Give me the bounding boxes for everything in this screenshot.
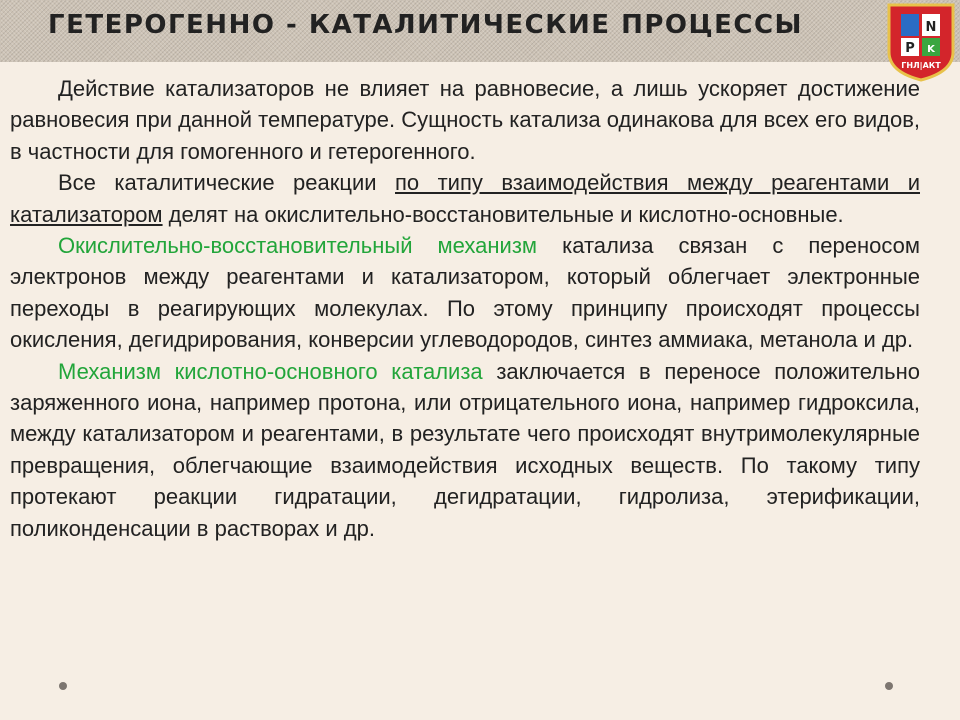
paragraph-classification — [10, 167, 920, 230]
logo-caption: ГНЛ|АКТ — [901, 61, 941, 70]
paragraph-equilibrium — [10, 73, 920, 167]
paragraph-acid-base-text: заключается в переносе положительно заряженного иона, например протона, или отрицательного иона, например гидроксила, между катализатором и реагентами, в результате чего происходят внутримолекулярные превращения, облегчающие взаимодействия исходных веществ. По такому типу протекают реакции гидратации, дегидратации, гидролиза, этерификации, поликонденсации в растворах и др. — [10, 358, 920, 541]
logo-letter-k: K — [927, 44, 935, 55]
body-text — [10, 73, 920, 544]
decorative-dot-left — [59, 682, 67, 690]
paragraph-redox — [10, 230, 920, 356]
paragraph-redox-text: катализа связан с переносом электронов между реагентами и катализатором, который облегчает электронные переходы в реагирующих молекулах. По этому принципу происходят процессы окисления, дегидрирования, конверсии углеводородов, синтез аммиака, метанола и др. — [10, 233, 921, 353]
acid-base-term: Механизм кислотно-основного катализа — [58, 358, 483, 384]
paragraph-acid-base — [10, 356, 920, 544]
redox-term: Окислительно-восстановительный механизм — [58, 233, 538, 259]
decorative-dot-right — [885, 682, 893, 690]
shield-logo-icon — [886, 2, 956, 82]
header-bar — [0, 0, 960, 62]
underlined-phrase: по типу взаимодействия между реагентами и катализатором — [10, 170, 920, 227]
logo-letter-n: N — [925, 20, 937, 35]
paragraph-classification-post: делят на окислительно-восстановительные и кислотно-основные. — [162, 201, 844, 227]
paragraph-equilibrium-text: Действие катализаторов не влияет на равновесие, а лишь ускоряет достижение равновесия при данной температуре. Сущность катализа одинакова для всех его видов, в частности для гомогенного и гетерогенного. — [10, 76, 920, 164]
page-title: ГЕТЕРОГЕННО - КАТАЛИТИЧЕСКИЕ ПРОЦЕССЫ — [48, 10, 803, 40]
paragraph-classification-pre: Все каталитические реакции — [58, 170, 396, 196]
logo-letter-p: P — [905, 41, 915, 56]
